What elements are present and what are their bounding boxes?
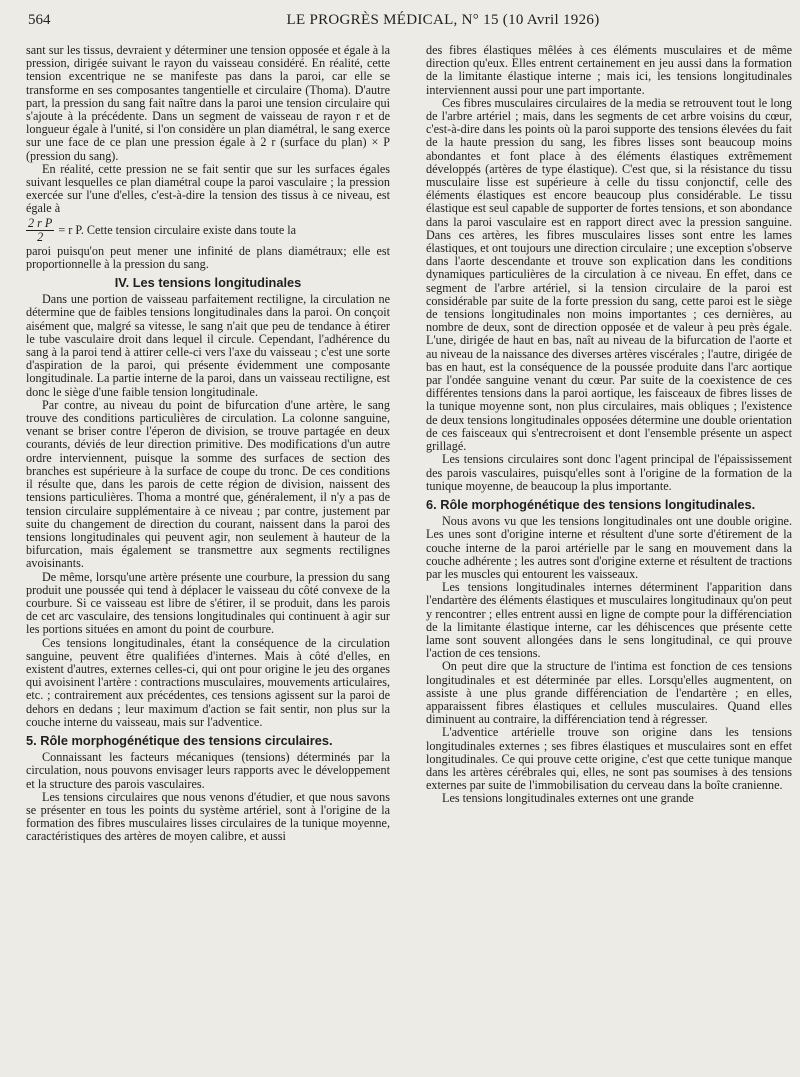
- page-number: 564: [28, 12, 51, 28]
- paragraph: paroi puisqu'on peut mener une infinité de plans diamétraux; elle est proportionnelle à la pression du sang.: [26, 243, 390, 271]
- paragraph: Les tensions longitudinales externes ont une grande: [442, 791, 694, 806]
- paragraph: L'adventice artérielle trouve son origine dans les tensions longitudinales externes ; ses fibres élastiques et musculaires sont en effet longitudinales. Ce qui prouve cette origine, c'est que cette tunique manque dans les artères cérébrales qui, elles, ne sont pas soumises à des tensions externes par suite de l'immobilisation du cerveau dans la boîte cranienne.: [426, 725, 792, 793]
- paragraph: On peut dire que la structure de l'intima est fonction de ces tensions longitudinales et est déterminée par elles. Lorsqu'elles augmentent, on assiste à une plus grande différenciation de l'endartère ; en elles, apparaissent fibres élastiques et cellules musculaires. Quand elles diminuent au contraire, la différenciation tend à régresser.: [426, 659, 792, 727]
- paragraph: sant sur les tissus, devraient y déterminer une tension opposée et égale à la pression, dirigée suivant le rayon du vaisseau considéré. En réalité, cette tension excentrique ne se manifeste pas dans la paroi, car elle se transforme en ses composantes tangentielle et circulaire (Thoma). D'autre part, la pression du sang fait naître dans la paroi une tension circulaire qui s'ajoute à la précédente. Dans un segment de vaisseau de rayon r et de longueur égale à l'unité, si l'on considère un plan diamétral, le sang exerce sur une face de ce plan une pression égale à 2 r (surface du plan) × P (pression du sang).: [26, 44, 390, 163]
- fraction: [26, 217, 54, 244]
- fraction-numerator: 2 r P: [28, 215, 53, 230]
- paragraph: Ces tensions longitudinales, étant la conséquence de la circulation sanguine, peuvent être qualifiées d'internes. Mais à côté d'elles, en existent d'autres, externes celles-ci, qui ont pour origine le jeu des organes qui avoisinent l'artère : contractions musculaires, mouvements articulaires, etc. ; contrairement aux précédentes, ces tensions agissent sur la paroi de dehors en dedans ; leur maximum d'action se fait sentir, non plus sur la couche interne du vaisseau, mais sur l'adventice.: [26, 635, 390, 729]
- paragraph: En réalité, cette pression ne se fait sentir que sur les surfaces égales suivant lesquelles ce plan diamétral coupe la paroi vasculaire ; la pression exercée sur l'une d'elles, c'est-à-dire la tension des tissus à ce niveau, est égale à: [26, 161, 390, 216]
- page-header: [28, 6, 788, 32]
- formula: [26, 217, 390, 244]
- paragraph: Les tensions longitudinales internes déterminent l'apparition dans l'endartère des éléments élastiques et musculaires longitudinaux qu'on peut y rencontrer ; elles entrent aussi en ligne de compte pour la différenciation de la limitante élastique interne, car les déhiscences que présente cette lame sont souvent allongées dans le sens longitudinal, ce qui prouve l'action de ces tensions.: [426, 580, 792, 661]
- paragraph: Ces fibres musculaires circulaires de la media se retrouvent tout le long de l'arbre artériel ; mais, dans les segments de cet arbre voisins du cœur, c'est-à-dire dans les points où la paroi supporte des tensions élevées du fait de la haute pression du sang, les fibres lisses sont beaucoup moins abondantes et font place à des éléments élastiques extrêmement développés (artères de type élastique). C'est que, si la résistance du tissu musculaire lisse est supérieure à celle du tissu conjonctif, celle des éléments élastiques est encore beaucoup plus considérable. Le tissu élastique est seul capable de supporter de fortes tensions, et son abondance dans la paroi vasculaire est en rapport direct avec la pression sanguine. Dans ces artères, les fibres musculaires lisses sont entre les lames élastiques, et ont toujours une direction circulaire ; une exception s'observe dans l'aorte descendante et trouve son explication dans les conditions dynamiques particulières de la circulation à ce niveau. En effet, dans ce segment de l'arbre artériel, si la tension circulaire de la paroi est considérable par suite de la forte pression du sang, cette paroi est le siège de tensions longitudinales non moins importantes ; ces dernières, au nombre de deux, sont de direction opposée et de valeur à peu près égale. L'une, dirigée de haut en bas, naît au niveau de la bifurcation de l'aorte et au niveau de la naissance des diverses artères viscérales ; l'autre, dirigée de bas en haut, est la conséquence de la poussée produite dans l'arc aortique par l'ondée sanguine venant du cœur. Par suite de la coexistence de ces différentes tensions dans la paroi aortique, les faisceaux de fibres lisses de la tunique moyenne sont, non plus circulaires, mais obliques ; l'existence de deux tensions longitudinales opposées détermine une double orientation de ces faisceaux qui s'entrecroisent et dont l'ensemble présente un aspect grillagé.: [426, 95, 792, 454]
- section-heading: 6. Rôle morphogénétique des tensions longitudinales.: [426, 496, 756, 512]
- paragraph: Les tensions circulaires sont donc l'agent principal de l'épaississement des parois vasculaires, puisqu'elles sont à l'origine de la formation de la tunique moyenne, de beaucoup la plus importante.: [426, 452, 792, 493]
- paragraph: Les tensions circulaires que nous venons d'étudier, et que nous savons se présenter en tous les points du système artériel, sont à l'origine de la formation des fibres musculaires lisses circulaires de la tunique moyenne, caractéristiques des artères de moyen calibre, et aussi: [26, 789, 390, 844]
- paragraph: Par contre, au niveau du point de bifurcation d'une artère, le sang trouve des conditions particulières de circulation. La colonne sanguine, venant se briser contre l'éperon de division, se trouve partagée en deux courants, déviés de leur direction primitive. Des modifications d'un autre ordre interviennent, puisque la somme des surfaces de section des branches est supérieure à la surface de coupe du tronc. De ces conditions il résulte que, dans les parois de cette région de division, naissent des tensions particulières. Thoma a montré que, généralement, il n'y a pas de tension circulaire supplémentaire à ce niveau ; par contre, justement par suite du changement de direction du courant, naissent dans la paroi des tensions longitudinales qui peuvent agir, non seulement à hauteur de la bifurcation, mais également se transmettre aux segments rectilignes avoisinants.: [26, 397, 390, 571]
- running-title: LE PROGRÈS MÉDICAL, N° 15 (10 Avril 1926): [286, 12, 600, 28]
- section-heading: 5. Rôle morphogénétique des tensions circulaires.: [26, 732, 333, 748]
- section-heading: IV. Les tensions longitudinales: [114, 275, 302, 291]
- paragraph: Connaissant les facteurs mécaniques (tensions) déterminés par la circulation, nous pouvons envisager leurs rapports avec le développement et la structure des parois vasculaires.: [26, 750, 390, 791]
- paragraph: Nous avons vu que les tensions longitudinales ont une double origine. Les unes sont d'origine interne et résultent d'une sorte d'étirement de la couche interne de la paroi artérielle par le sang en mouvement dans la couche adhérente ; les autres sont d'origine externe et résultent de tractions par les muscles qui entourent les vaisseaux.: [426, 514, 792, 581]
- left-column: [26, 44, 390, 1072]
- paragraph: Dans une portion de vaisseau parfaitement rectiligne, la circulation ne détermine que de faibles tensions longitudinales dans la paroi. On conçoit aisément que, malgré sa vitesse, le sang n'ait que peu de tendance à étirer le tube vasculaire droit dans lequel il circule. Cependant, l'adhérence du sang à la paroi tend à attirer celle-ci vers l'axe du vaisseau ; c'est une sorte d'aspiration de la paroi, qui présente évidemment une composante longitudinale. La partie interne de la paroi, dans un vaisseau rectiligne, est donc le siège d'une faible tension longitudinale.: [26, 292, 390, 399]
- fraction-denominator: 2: [37, 229, 44, 244]
- paragraph: De même, lorsqu'une artère présente une courbure, la pression du sang produit une poussée qui tend à déplacer le vaisseau du côté convexe de la courbure. Si ce vaisseau est libre de s'étirer, il se produit, dans les parois de cet arc vasculaire, des tensions longitudinales qui continuent à agir sur les portions situées en amont du point de courbure.: [26, 569, 390, 637]
- paragraph: des fibres élastiques mêlées à ces éléments musculaires et de même direction qu'eux. Elles entrent certainement en jeu aussi dans la formation de la limitante élastique interne ; mais ici, les tensions longitudinales interviennent aussi pour une part importante.: [426, 44, 792, 97]
- formula-text: = r P. Cette tension circulaire existe dans toute la: [58, 222, 297, 237]
- right-column: [426, 44, 792, 1072]
